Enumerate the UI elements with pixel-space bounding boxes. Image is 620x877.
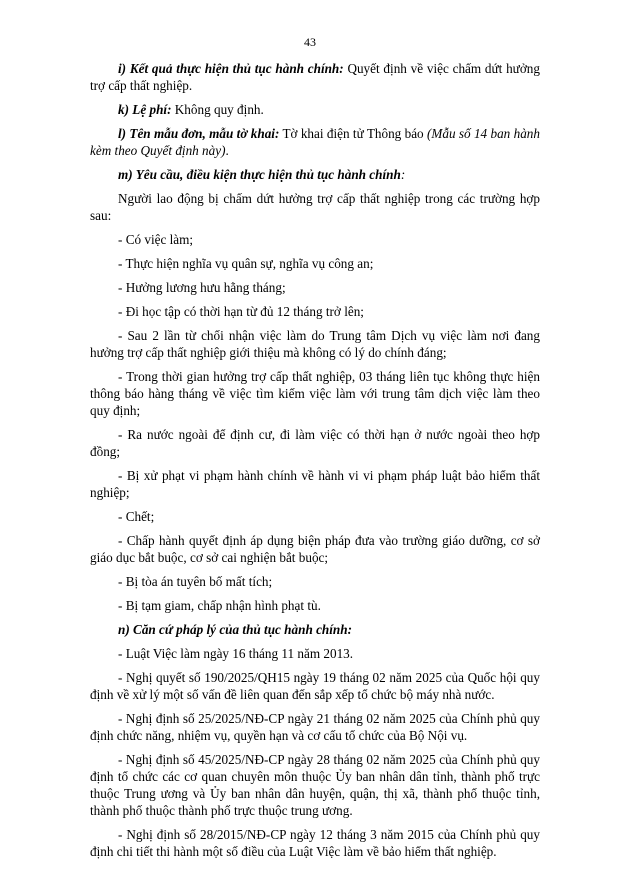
- section-l-italic-text: (Mẫu số 14 ban hành kèm theo Quyết định này): [90, 126, 540, 158]
- document-body: [90, 60, 540, 860]
- section-m-colon: :: [400, 167, 406, 182]
- section-l-text: Tờ khai điện tử Thông báo: [279, 126, 427, 141]
- section-k-heading: k) Lệ phí:: [118, 102, 172, 117]
- section-m-heading-paragraph: [90, 166, 540, 183]
- list-item: - Hưởng lương hưu hằng tháng;: [118, 280, 286, 295]
- legal-basis-item: - Nghị quyết số 190/2025/QH15 ngày 19 tháng 02 năm 2025 của Quốc hội quy định về xử lý một số vấn đề liên quan đến sắp xếp tổ chức bộ máy nhà nước.: [90, 670, 540, 702]
- section-m-heading: m) Yêu cầu, điều kiện thực hiện thủ tục hành chính: [118, 167, 401, 182]
- section-n-heading: n) Căn cứ pháp lý của thủ tục hành chính:: [118, 622, 352, 637]
- section-m-intro: Người lao động bị chấm dứt hưởng trợ cấp thất nghiệp trong các trường hợp sau:: [90, 191, 540, 223]
- legal-basis-item: - Nghị định số 28/2015/NĐ-CP ngày 12 tháng 3 năm 2015 của Chính phủ quy định chi tiết thi hành một số điều của Luật Việc làm về bảo hiểm thất nghiệp.: [90, 827, 540, 859]
- legal-basis-item: - Nghị định số 45/2025/NĐ-CP ngày 28 tháng 02 năm 2025 của Chính phủ quy định tổ chức các cơ quan chuyên môn thuộc Ủy ban nhân dân tỉnh, thành phố trực thuộc Trung ương và Ủy ban nhân dân huyện, quận, thị xã, thành phố thuộc tỉnh, thành phố thuộc thành phố trực thuộc trung ương.: [90, 752, 540, 818]
- list-item: - Thực hiện nghĩa vụ quân sự, nghĩa vụ công an;: [118, 256, 374, 271]
- section-i-text: Quyết định về việc chấm dứt hưởng trợ cấp thất nghiệp.: [90, 61, 540, 93]
- section-n-heading-paragraph: [90, 621, 540, 638]
- section-l-end: .: [225, 143, 229, 158]
- list-item: - Có việc làm;: [118, 232, 194, 247]
- legal-basis-item: - Nghị định số 25/2025/NĐ-CP ngày 21 tháng 02 năm 2025 của Chính phủ quy định chức năng, nhiệm vụ, quyền hạn và cơ cấu tổ chức của Bộ Nội vụ.: [90, 711, 540, 743]
- list-item: - Bị tòa án tuyên bố mất tích;: [118, 574, 273, 589]
- section-l-heading: l) Tên mẫu đơn, mẫu tờ khai:: [118, 126, 280, 141]
- section-k-paragraph: [90, 101, 540, 118]
- section-i-paragraph: [90, 60, 540, 94]
- section-k-text: Không quy định.: [171, 102, 264, 117]
- list-item: - Đi học tập có thời hạn từ đủ 12 tháng trở lên;: [118, 304, 364, 319]
- section-i-heading: i) Kết quả thực hiện thủ tục hành chính:: [118, 61, 344, 76]
- list-item: - Chết;: [118, 509, 155, 524]
- list-item: - Bị xử phạt vi phạm hành chính về hành vi vi phạm pháp luật bảo hiểm thất nghiệp;: [90, 468, 540, 500]
- list-item: - Bị tạm giam, chấp nhận hình phạt tù.: [118, 598, 321, 613]
- section-l-paragraph: [90, 125, 540, 159]
- list-item: - Trong thời gian hưởng trợ cấp thất nghiệp, 03 tháng liên tục không thực hiện thông báo hàng tháng về việc tìm kiếm việc làm với trung tâm dịch việc làm theo quy định;: [90, 369, 540, 418]
- list-item: - Chấp hành quyết định áp dụng biện pháp đưa vào trường giáo dưỡng, cơ sở giáo dục bắt buộc, cơ sở cai nghiện bắt buộc;: [90, 533, 540, 565]
- list-item: - Sau 2 lần từ chối nhận việc làm do Trung tâm Dịch vụ việc làm nơi đang hưởng trợ cấp thất nghiệp giới thiệu mà không có lý do chính đáng;: [90, 328, 540, 360]
- list-item: - Ra nước ngoài để định cư, đi làm việc có thời hạn ở nước ngoài theo hợp đồng;: [90, 427, 540, 459]
- legal-basis-item: - Luật Việc làm ngày 16 tháng 11 năm 2013.: [118, 646, 354, 661]
- page-number: 43: [304, 35, 316, 49]
